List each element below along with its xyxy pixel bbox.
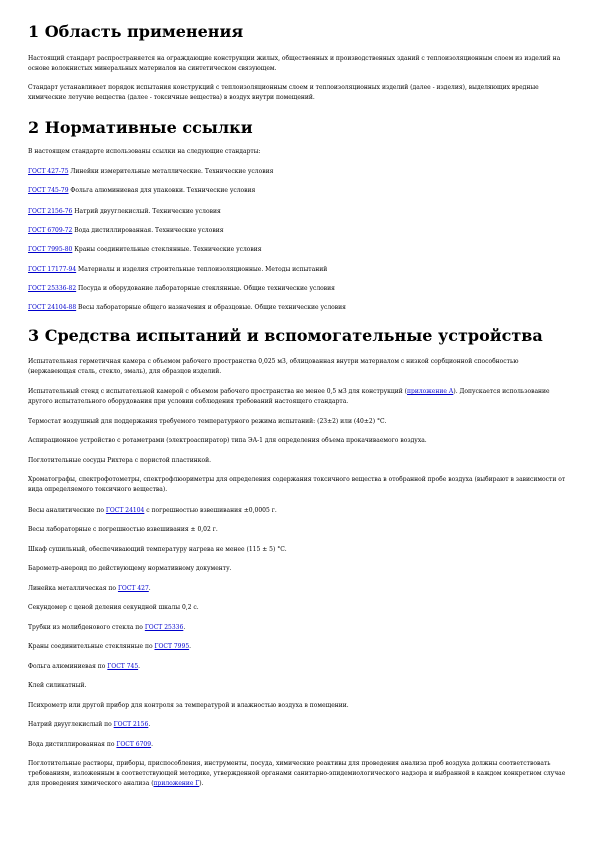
- reference-link[interactable]: ГОСТ 427-75: [28, 168, 69, 175]
- gost-7995-link[interactable]: ГОСТ 7995: [154, 643, 190, 650]
- equipment-item: Фольга алюминиевая по ГОСТ 745.: [28, 663, 141, 670]
- reference-item: [28, 284, 568, 294]
- equipment-item: Весы аналитические по ГОСТ 24104 с погрешностью взвешивания ±0,0005 г.: [28, 507, 277, 514]
- reference-item: [28, 207, 568, 217]
- reference-title: Вода дистиллированная. Технические условия: [72, 227, 224, 234]
- equipment-item: Поглотительные сосуды Рихтера с пористой пластинкой.: [28, 457, 212, 464]
- equipment-item: Краны соединительные стеклянные по ГОСТ 7995.: [28, 643, 192, 650]
- section-2-intro: В настоящем стандарте использованы ссылки на следующие стандарты:: [28, 148, 261, 155]
- equipment-item: Аспирационное устройство с ротаметрами (электроаспиратор) типа ЭА-1 для определения объема прокачиваемого воздуха.: [28, 437, 427, 444]
- reference-link[interactable]: ГОСТ 2156-76: [28, 208, 73, 215]
- reference-link[interactable]: ГОСТ 24104-88: [28, 304, 77, 311]
- equipment-item: Барометр-анероид по действующему нормативному документу.: [28, 565, 232, 572]
- annex-a-link[interactable]: приложение А: [407, 388, 454, 395]
- reference-link[interactable]: ГОСТ 7995-80: [28, 246, 73, 253]
- equipment-item: Хроматографы, спектрофотометры, спектрофлюориметры для определения содержания токсичного вещества в отобранной пробе воздуха (выбирают в зависимости от вида определяемого токсичного вещества).: [28, 476, 566, 493]
- equipment-item: Вода дистиллированная по ГОСТ 6709.: [28, 741, 153, 748]
- section-2-heading: 2 Нормативные ссылки: [28, 118, 253, 137]
- reference-title: Натрий двууглекислый. Технические условия: [72, 208, 221, 215]
- reference-title: Посуда и оборудование лабораторные стеклянные. Общие технические условия: [76, 285, 335, 292]
- gost-25336-link[interactable]: ГОСТ 25336: [144, 624, 184, 631]
- reference-title: Весы лабораторные общего назначения и образцовые. Общие технические условия: [76, 304, 346, 311]
- gost-6709-link[interactable]: ГОСТ 6709: [116, 741, 152, 748]
- reference-title: Линейки измерительные металлические. Технические условия: [68, 168, 274, 175]
- section-1-paragraph-1: Настоящий стандарт распространяется на ограждающие конструкции жилых, общественных и производственных зданий с теплоизоляционным слоем из изделий на основе волокнистых минеральных материалов на синтетическом связующем.: [28, 55, 561, 72]
- equipment-item: Клей силикатный.: [28, 682, 87, 689]
- reference-item: [28, 265, 568, 275]
- reference-title: Фольга алюминиевая для упаковки. Технические условия: [68, 187, 256, 194]
- reference-item: [28, 167, 568, 177]
- section-1-heading: 1 Область применения: [28, 22, 244, 41]
- equipment-item: Натрий двууглекислый по ГОСТ 2156.: [28, 721, 151, 728]
- reference-item: [28, 226, 568, 236]
- reference-link[interactable]: ГОСТ 745-79: [28, 187, 69, 194]
- section-3-heading: 3 Средства испытаний и вспомогательные устройства: [28, 326, 543, 345]
- gost-24104-link[interactable]: ГОСТ 24104: [105, 507, 145, 514]
- reference-link[interactable]: ГОСТ 25336-82: [28, 285, 77, 292]
- reference-link[interactable]: ГОСТ 17177-94: [28, 266, 77, 273]
- equipment-item: Термостат воздушный для поддержания требуемого температурного режима испытаний: (23±2) или (40±2) °С.: [28, 418, 387, 425]
- equipment-item: Весы лабораторные с погрешностью взвешивания ± 0,02 г.: [28, 526, 218, 533]
- equipment-item: Шкаф сушильный, обеспечивающий температуру нагрева не менее (115 ± 5) °С.: [28, 546, 287, 553]
- equipment-item: Испытательный стенд с испытательной камерой с объемом рабочего пространства не менее 0,5 м3 для конструкций (приложение А). Допускается использование другого испытательного оборудования при условии соблюдения требований настоящего стандарта.: [28, 388, 550, 405]
- gost-2156-link[interactable]: ГОСТ 2156: [113, 721, 149, 728]
- section-1-paragraph-2: Стандарт устанавливает порядок испытания конструкций с теплоизоляционным слоем и теплоизоляционных изделий (далее - изделия), выделяющих вредные химические летучие вещества (далее - токсичные вещества) в воздух внутри помещений.: [28, 84, 539, 101]
- equipment-item: Линейка металлическая по ГОСТ 427.: [28, 585, 151, 592]
- reference-title: Краны соединительные стеклянные. Технические условия: [72, 246, 262, 253]
- annex-g-link[interactable]: приложение Г: [153, 780, 200, 787]
- equipment-item: Психрометр или другой прибор для контроля за температурой и влажностью воздуха в помещении.: [28, 702, 349, 709]
- reference-item: [28, 186, 568, 196]
- equipment-item: Поглотительные растворы, приборы, приспособления, инструменты, посуда, химические реактивы для проведения анализа проб воздуха должны соответствовать требованиям, изложенным в соответствующей методике, утвержденной органами санитарно-эпидемиологического надзора и выбранной в каждом конкретном случае для проведения химического анализа (приложение Г).: [28, 760, 566, 787]
- equipment-item: Трубки из молибденового стекла по ГОСТ 25336.: [28, 624, 186, 631]
- reference-item: [28, 303, 568, 313]
- equipment-item: Испытательная герметичная камера с объемом рабочего пространства 0,025 м3, облицованная внутри материалом с низкой сорбционной способностью (нержавеющая сталь, стекло, эмаль), для образцов изделий.: [28, 358, 519, 375]
- gost-427-link[interactable]: ГОСТ 427: [117, 585, 149, 592]
- reference-title: Материалы и изделия строительные теплоизоляционные. Методы испытаний: [76, 266, 328, 273]
- reference-item: [28, 245, 568, 255]
- reference-link[interactable]: ГОСТ 6709-72: [28, 227, 73, 234]
- gost-745-link[interactable]: ГОСТ 745: [107, 663, 139, 670]
- equipment-item: Секундомер с ценой деления секундной шкалы 0,2 с.: [28, 604, 199, 611]
